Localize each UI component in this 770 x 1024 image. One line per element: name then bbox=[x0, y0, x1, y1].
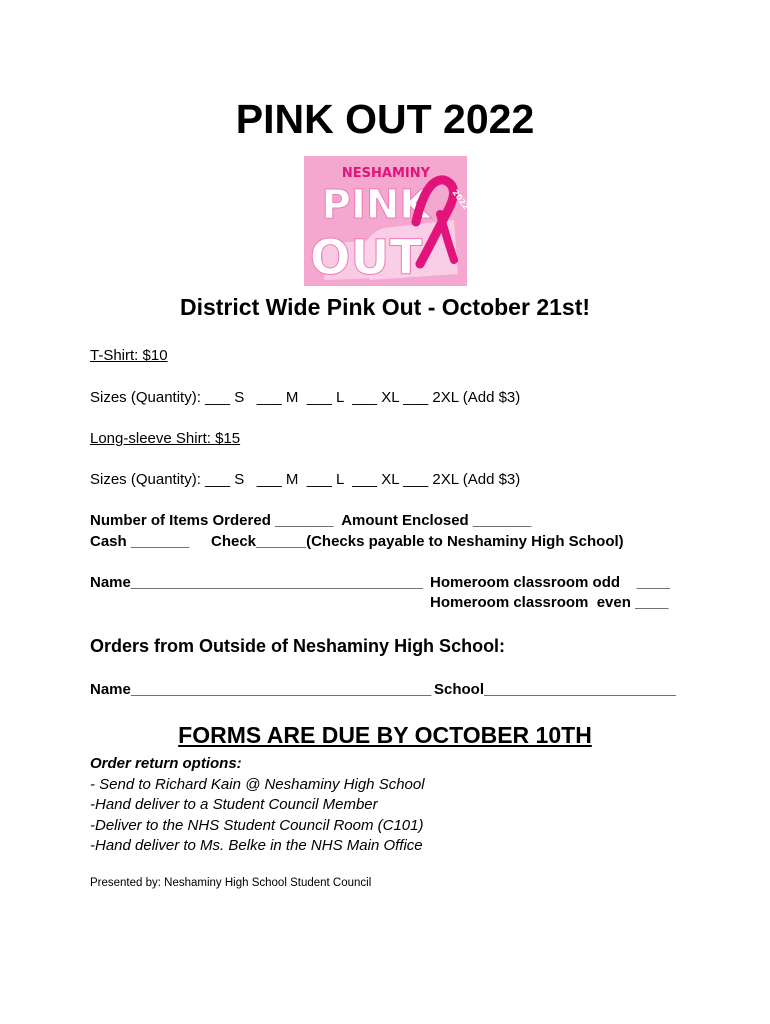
event-subtitle: District Wide Pink Out - October 21st! bbox=[179, 294, 591, 320]
footer-credit: Presented by: Neshaminy High School Student Council bbox=[90, 877, 372, 889]
return-options-heading: Order return options: bbox=[90, 755, 242, 772]
return-option: - Send to Richard Kain @ Neshaminy High School bbox=[90, 776, 425, 793]
return-option: -Deliver to the NHS Student Council Room (C101) bbox=[90, 817, 424, 834]
name-field: Name___________________________________ bbox=[90, 574, 423, 591]
longsleeve-sizes-line: Sizes (Quantity): ___ S ___ M ___ L ___ XL ___ 2XL (Add $3) bbox=[90, 471, 521, 488]
svg-text:PINK: PINK bbox=[321, 182, 431, 228]
outside-school-field: School_______________________ bbox=[434, 681, 676, 698]
homeroom-odd-field: Homeroom classroom odd ____ bbox=[430, 574, 671, 591]
due-date-heading: FORMS ARE DUE BY OCTOBER 10TH bbox=[178, 722, 592, 748]
svg-text:2022: 2022 bbox=[450, 187, 471, 212]
homeroom-even-field: Homeroom classroom even ____ bbox=[430, 594, 669, 611]
items-amount-line: Number of Items Ordered _______ Amount Enclosed _______ bbox=[90, 512, 532, 529]
cash-field: Cash _______ bbox=[90, 533, 190, 550]
return-option: -Hand deliver to a Student Council Member bbox=[90, 796, 378, 813]
return-option: -Hand deliver to Ms. Belke in the NHS Main Office bbox=[90, 837, 423, 854]
page-title: PINK OUT 2022 bbox=[235, 96, 535, 142]
outside-orders-heading: Orders from Outside of Neshaminy High School: bbox=[90, 636, 506, 656]
svg-text:OUT: OUT bbox=[309, 230, 423, 286]
check-field: Check______(Checks payable to Neshaminy High School) bbox=[211, 533, 624, 550]
outside-name-field: Name____________________________________ bbox=[90, 681, 432, 698]
longsleeve-price-label: Long-sleeve Shirt: $15 bbox=[90, 430, 241, 447]
pink-out-logo bbox=[304, 156, 471, 286]
tshirt-sizes-line: Sizes (Quantity): ___ S ___ M ___ L ___ XL ___ 2XL (Add $3) bbox=[90, 389, 521, 406]
svg-text:NESHAMINY: NESHAMINY bbox=[341, 166, 431, 181]
tshirt-price-label: T-Shirt: $10 bbox=[90, 347, 168, 364]
